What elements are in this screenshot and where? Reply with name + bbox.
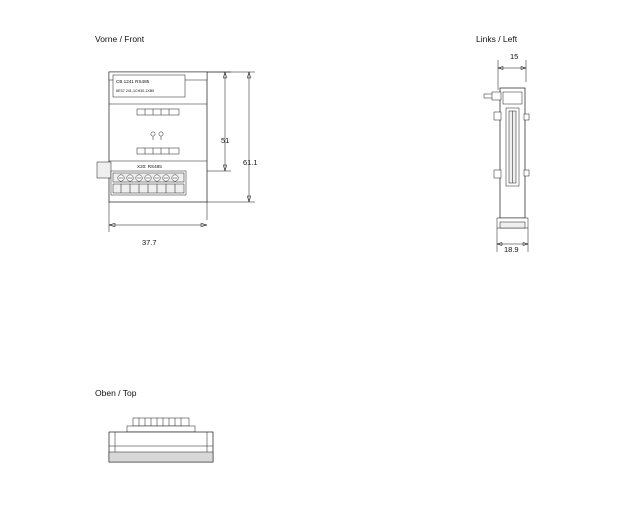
left-view-title: Links / Left bbox=[476, 34, 518, 44]
left-dim-bottom-width: 18.9 bbox=[504, 245, 519, 254]
front-dim-inner-height: 51 bbox=[221, 136, 230, 145]
left-dim-top-width: 15 bbox=[510, 52, 519, 61]
port-label: X20: RS485 bbox=[137, 164, 162, 169]
front-view-drawing bbox=[95, 60, 315, 280]
front-view-title: Vorne / Front bbox=[95, 34, 145, 44]
front-dim-overall-height: 61.1 bbox=[243, 158, 258, 167]
top-view-title: Oben / Top bbox=[95, 388, 137, 398]
top-view-drawing bbox=[95, 408, 255, 498]
front-dim-width: 37.7 bbox=[142, 238, 157, 247]
device-label-line1: CB 1241 RS485 bbox=[116, 79, 150, 84]
left-view-drawing bbox=[470, 52, 590, 272]
device-label-line2: 6ES7 241-1CH30-1XB0 bbox=[116, 89, 155, 93]
